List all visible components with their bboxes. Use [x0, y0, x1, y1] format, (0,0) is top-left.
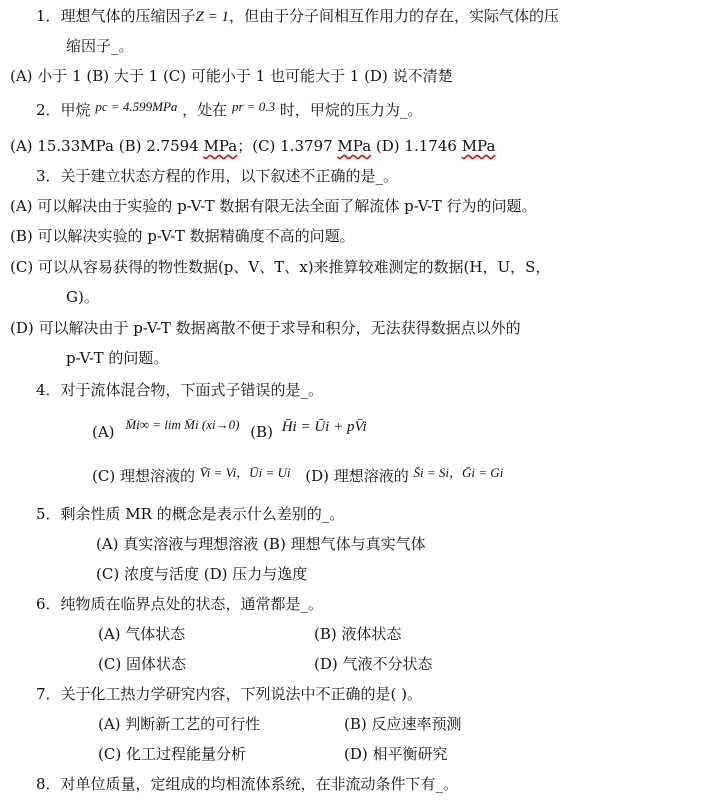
q4-d-formula: S̄i = Si，Ḡi = Gi — [413, 465, 504, 480]
q1-formula — [196, 9, 229, 25]
q4-d-label: (D) 理想溶液的 — [305, 467, 409, 485]
question-3-option-d-line-2: p-V-T 的问题。 — [66, 349, 169, 367]
q2-opt-semi: ；(C) 1.3797 — [237, 137, 338, 155]
question-7-option-a: (A) 判断新工艺的可行性 — [98, 715, 261, 733]
question-1-line-2: 缩因子_。 — [66, 37, 134, 55]
q2-opt-a: (A) 15.33MPa (B) 2.7594 — [10, 137, 204, 155]
q2-mid: ，处在 — [182, 101, 228, 119]
question-3-option-d-line-1: (D) 可以解决由于 p-V-T 数据离散不便于求导和积分，无法获得数据点以外的 — [10, 319, 521, 337]
q2-pr-formula: pr = 0.3 — [231, 99, 276, 114]
q2-tail: 时，甲烷的压力为_。 — [279, 101, 423, 119]
question-6-stem: 6．纯物质在临界点处的状态，通常都是_。 — [36, 595, 324, 613]
q4-a-formula: M̄i∞ = lim M̄i (xi→0) — [125, 417, 240, 432]
question-7-stem: 7．关于化工热力学研究内容，下列说法中不正确的是( )。 — [36, 685, 423, 703]
question-6-option-c: (C) 固体状态 — [98, 655, 186, 673]
question-5-stem: 5．剩余性质 MR 的概念是表示什么差别的_。 — [36, 505, 345, 523]
q1-text-a: 1．理想气体的压缩因子 — [36, 7, 196, 25]
question-8-stem: 8．对单位质量，定组成的均相流体系统，在非流动条件下有_。 — [36, 775, 459, 793]
question-6-option-a: (A) 气体状态 — [98, 625, 186, 643]
question-3-option-c-line-2: G)。 — [66, 288, 99, 306]
question-3-option-c-line-1: (C) 可以从容易获得的物性数据(p、V、T、x)来推算较难测定的数据(H，U，S， — [10, 258, 551, 276]
question-4-stem: 4．对于流体混合物，下面式子错误的是_。 — [36, 381, 324, 399]
question-7-option-c: (C) 化工过程能量分析 — [98, 745, 246, 763]
q2-mpa-2: MPa — [337, 137, 372, 155]
q1-formula-text: Z = 1 — [195, 9, 230, 25]
question-4-row-ab — [92, 417, 367, 443]
question-7-option-d: (D) 相平衡研究 — [344, 745, 448, 763]
question-3-option-b: (B) 可以解决实验的 p-V-T 数据精确度不高的问题。 — [10, 227, 355, 245]
question-1-options: (A) 小于 1 (B) 大于 1 (C) 可能小于 1 也可能大于 1 (D) 说不清楚 — [10, 67, 453, 85]
q4-c-formula: V̄i = Vi，Ūi = Ui — [199, 465, 291, 480]
question-1-line-1 — [36, 6, 559, 27]
question-5-options-row-1: (A) 真实溶液与理想溶液 (B) 理想气体与真实气体 — [96, 535, 426, 553]
q2-lead: 2．甲烷 — [36, 101, 91, 119]
question-7-option-b: (B) 反应速率预测 — [344, 715, 462, 733]
question-6-option-d: (D) 气液不分状态 — [314, 655, 433, 673]
q1-text-b: ，但由于分子间相互作用力的存在，实际气体的压 — [229, 7, 560, 25]
q2-mpa-1: MPa — [203, 137, 238, 155]
q2-pc-formula: pc = 4.599MPa — [95, 99, 178, 114]
q2-opt-d: (D) 1.1746 — [371, 137, 462, 155]
question-3-option-a: (A) 可以解决由于实验的 p-V-T 数据有限无法全面了解流体 p-V-T 行为的问题。 — [10, 197, 537, 215]
question-2-stem — [36, 100, 422, 121]
question-6-option-b: (B) 液体状态 — [314, 625, 402, 643]
q4-b-formula: H̄i = Ūi + pV̄i — [281, 419, 367, 435]
question-2-options — [10, 136, 495, 156]
question-5-options-row-2: (C) 浓度与活度 (D) 压力与逸度 — [96, 565, 308, 583]
question-4-row-cd — [92, 466, 503, 487]
q4-c-label: (C) 理想溶液的 — [92, 467, 195, 485]
q2-mpa-3: MPa — [461, 137, 496, 155]
q4-b-label: (B) — [250, 423, 273, 441]
q4-a-label: (A) — [92, 423, 115, 441]
question-3-stem: 3．关于建立状态方程的作用，以下叙述不正确的是_。 — [36, 167, 399, 185]
